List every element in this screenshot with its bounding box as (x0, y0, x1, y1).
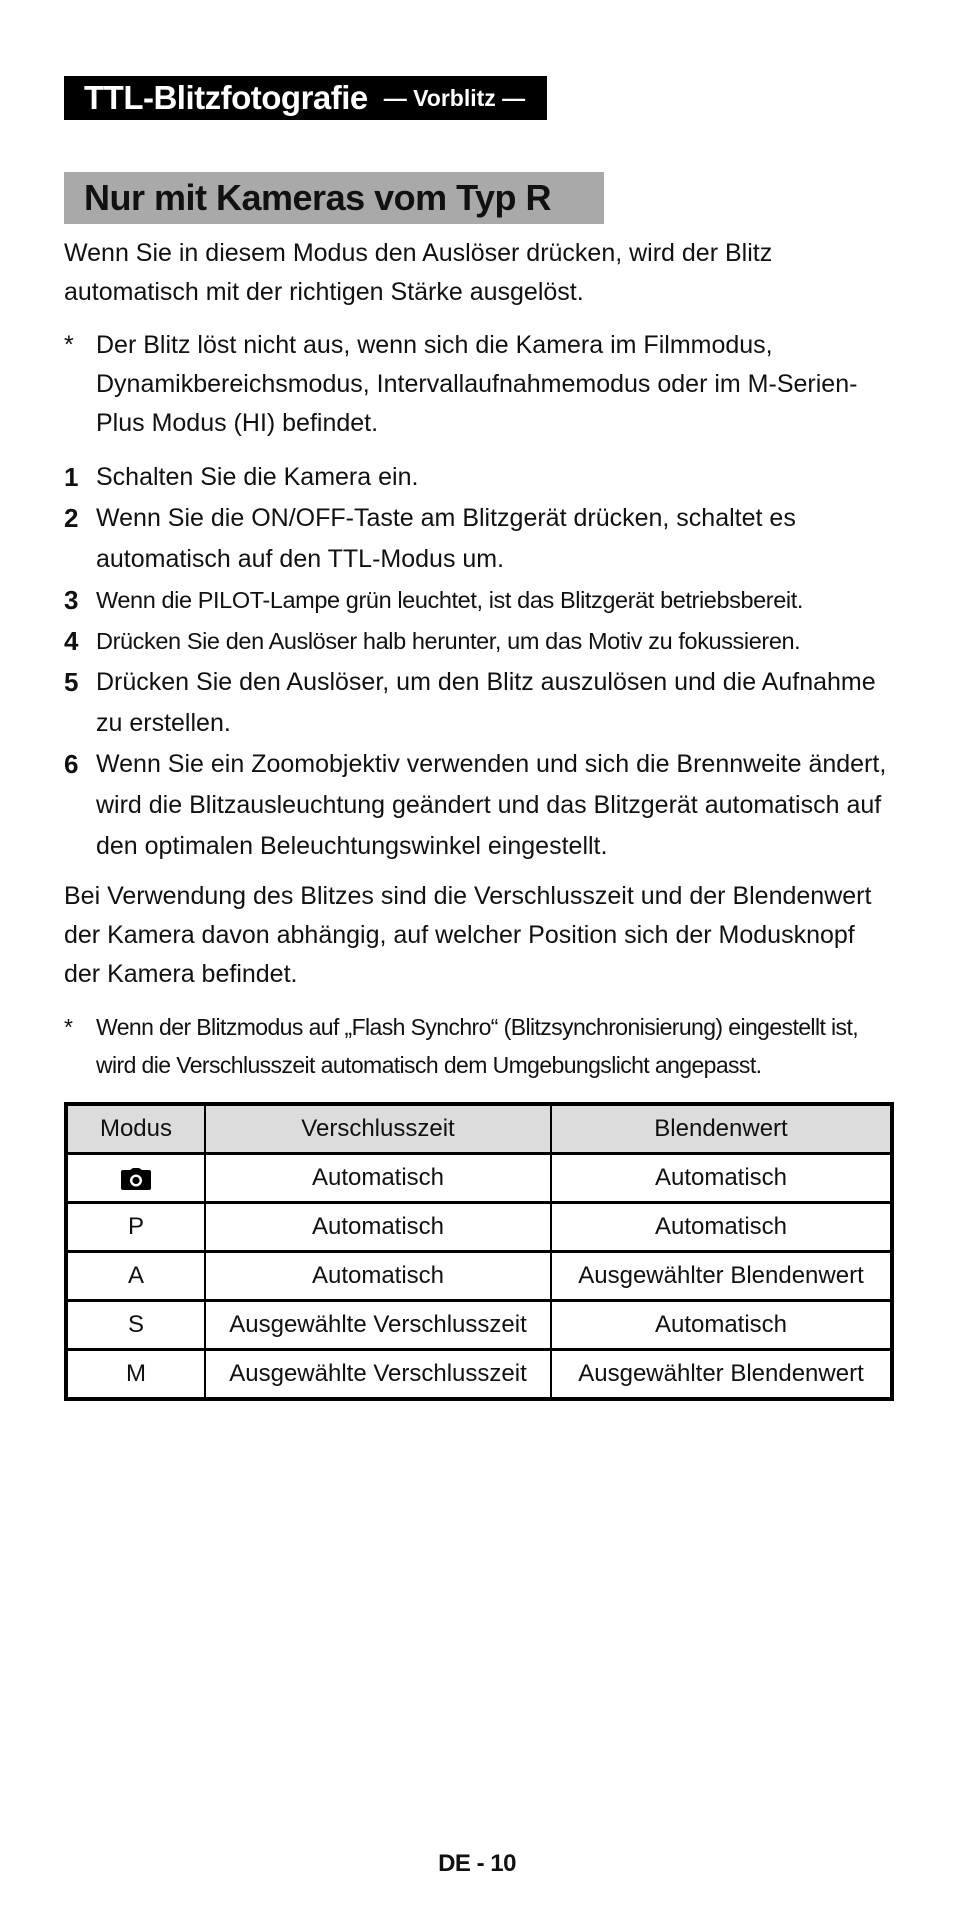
column-header-mode: Modus (66, 1104, 205, 1154)
aperture-cell: Automatisch (551, 1154, 892, 1203)
exposure-paragraph: Bei Verwendung des Blitzes sind die Verschlusszeit und der Blendenwert der Kamera davon abhängig, auf welcher Position sich der Modusknopf der Kamera befindet. (64, 882, 872, 988)
step-number: 1 (64, 462, 79, 492)
aperture-cell: Ausgewählter Blendenwert (551, 1350, 892, 1400)
shutter-cell: Ausgewählte Verschlusszeit (205, 1350, 551, 1400)
note-camera-modes (64, 326, 894, 443)
note-text: Der Blitz löst nicht aus, wenn sich die Kamera im Filmmodus, Dynamikbereichsmodus, Intervallaufnahmemodus oder im M-Serien-Plus Modus (HI) befindet. (96, 331, 858, 437)
mode-table (64, 1102, 894, 1401)
page-subtitle: — Vorblitz — (383, 84, 526, 111)
step-number: 5 (64, 667, 79, 697)
step-text: Schalten Sie die Kamera ein. (96, 463, 419, 491)
step-text: Wenn Sie die ON/OFF-Taste am Blitzgerät drücken, schaltet es automatisch auf den TTL-Modus um. (96, 504, 796, 573)
step-text: Drücken Sie den Auslöser halb herunter, um das Motiv zu fokussieren. (96, 628, 801, 654)
step-item (64, 744, 894, 867)
step-text: Drücken Sie den Auslöser, um den Blitz auszulösen und die Aufnahme zu erstellen. (96, 668, 876, 737)
step-item (64, 457, 894, 498)
mode-cell: A (66, 1252, 205, 1301)
aperture-cell: Automatisch (551, 1301, 892, 1350)
table-header-row (66, 1104, 892, 1154)
step-number: 2 (64, 503, 79, 533)
aperture-cell: Automatisch (551, 1203, 892, 1252)
note-text: Wenn der Blitzmodus auf „Flash Synchro“ (Blitzsynchronisierung) eingestellt ist, wird die Verschlusszeit automatisch dem Umgebungslicht angepasst. (96, 1014, 859, 1078)
page-number: DE - 10 (438, 1850, 516, 1877)
shutter-cell: Automatisch (205, 1154, 551, 1203)
table-row (66, 1154, 892, 1203)
shutter-cell: Automatisch (205, 1203, 551, 1252)
aperture-cell: Ausgewählter Blendenwert (551, 1252, 892, 1301)
step-text: Wenn die PILOT-Lampe grün leuchtet, ist das Blitzgerät betriebsbereit. (96, 587, 803, 613)
section-title: Nur mit Kameras vom Typ R (64, 172, 604, 224)
note-flash-synchro (64, 1008, 894, 1084)
step-text: Wenn Sie ein Zoomobjektiv verwenden und sich die Brennweite ändert, wird die Blitzausleuchtung geändert und das Blitzgerät automatisch auf den optimalen Beleuchtungswinkel eingestellt. (96, 750, 887, 860)
shutter-cell: Automatisch (205, 1252, 551, 1301)
page-title: TTL-Blitzfotografie (84, 79, 368, 116)
step-item (64, 621, 894, 662)
step-item (64, 662, 894, 744)
mode-cell: M (66, 1350, 205, 1400)
mode-cell: S (66, 1301, 205, 1350)
step-number: 6 (64, 749, 79, 779)
table-row (66, 1203, 892, 1252)
step-item (64, 580, 894, 621)
mode-cell: P (66, 1203, 205, 1252)
table-row (66, 1252, 892, 1301)
mode-cell (66, 1154, 205, 1203)
camera-icon (121, 1168, 151, 1190)
steps-list (64, 457, 894, 867)
header-bar (64, 76, 547, 120)
step-number: 3 (64, 585, 79, 615)
step-number: 4 (64, 626, 79, 656)
column-header-shutter: Verschlusszeit (205, 1104, 551, 1154)
note-star: * (64, 331, 74, 359)
table-row (66, 1350, 892, 1400)
manual-page (64, 76, 894, 1401)
step-item (64, 498, 894, 580)
intro-paragraph: Wenn Sie in diesem Modus den Auslöser drücken, wird der Blitz automatisch mit der richtigen Stärke ausgelöst. (64, 239, 773, 306)
note-star: * (64, 1014, 73, 1040)
column-header-aperture: Blendenwert (551, 1104, 892, 1154)
table-row (66, 1301, 892, 1350)
shutter-cell: Ausgewählte Verschlusszeit (205, 1301, 551, 1350)
